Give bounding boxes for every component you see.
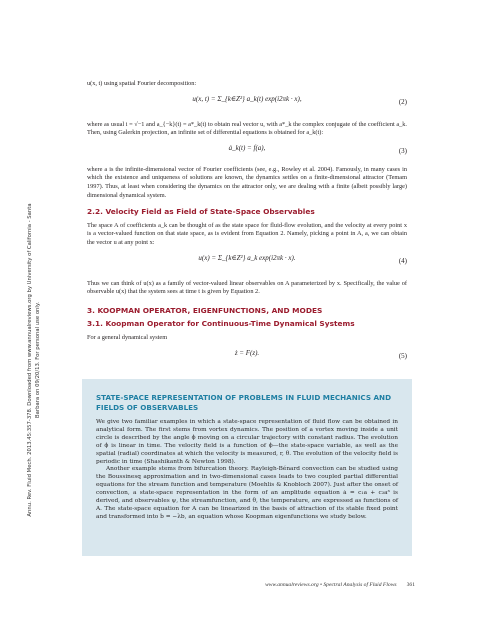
equation-5-number: (5) [398,351,407,360]
sidebar-box [82,379,412,556]
equation-2-formula: u(x, t) = Σ_{k∈Z²} a_k(t) exp(i2πk · x), [192,94,302,103]
equation-3 [87,144,407,160]
paragraph-after-eq2: where as usual i = √−1 and a_{−k}(t) = a*_k(t) to obtain real vector u, with a*_k the complex conjugate of the coefficient a_k. Then, using Galerkin projection, an infinite set of differential equations is obtained for a_k(t): [87,120,407,137]
equation-3-number: (3) [398,146,407,155]
equation-2-number: (2) [398,97,407,106]
section-3-1-paragraph: For a general dynamical system [87,333,168,341]
equation-5 [87,349,407,365]
equation-4-number: (4) [398,256,407,265]
page-footer [220,582,415,588]
sidebar-title: STATE-SPACE REPRESENTATION OF PROBLEMS IN FLUID MECHANICS AND FIELDS OF OBSERVABLES [96,393,392,412]
download-notice [22,200,52,520]
sidebar-paragraph-1: We give two familiar examples in which a state-space representation of fluid flow can be obtained in analytical form. The first stems from vortex dynamics. The position of a vortex moving inside a unit circle is described by the angle ϕ moving on a circular trajectory with constant radius. The evolution of ϕ is linear in time. The velocity field is a function of ϕ—the state-space variable, as well as the spatial (radial) coordinates at which the velocity is measured, r, θ. The evolution of the velocity field is periodic in time (Shashikanth & Newton 1998). [96,419,398,465]
footer-journal: www.annualreviews.org • Spectral Analysis of Fluid Flows [265,582,397,588]
equation-2 [87,95,407,115]
page-number: 361 [406,582,415,588]
download-notice-text: Annu. Rev. Fluid Mech. 2013.45:357-378. Downloaded from www.annualreviews.org by University of California - Santa Barbara on 09/20/13. For personal use only. [27,203,41,517]
paragraph-after-eq3: where a is the infinite-dimensional vector of Fourier coefficients (see, e.g., Rowley et al. 2004). Famously, in many cases in which the existence and uniqueness of solutions are known, the dynamics settles on a finite-dimensional attractor (Temam 1997). Thus, at least when considering the dynamics on the attractor only, we are dealing with a finite (albeit possibly large) dimensional dynamical system. [87,165,407,199]
sidebar-paragraph-2: Another example stems from bifurcation theory. Rayleigh-Bénard convection can be studied using the Boussinesq approximation and in two-dimensional cases leads to two coupled partial differential equations for the stream function and temperature (Moehlis & Knobloch 2007). Just after the onset of convection, a state-space representation in the form of an amplitude equation ȧ = c₁a + c₃a³ is derived, and observables ψ, the streamfunction, and θ, the temperature, are expressed as functions of A. The state-space equation for A can be linearized in the basis of attraction of its stable fixed point and transformed into ḃ = −λb, an equation whose Koopman eigenfunctions we study below. [96,466,398,520]
section-2-2-paragraph: The space A of coefficients a_k can be thought of as the state space for fluid-flow evolution, and the velocity at every point x is a vector-valued function on that state space, as is evident from Equation 2. Namely, picking a point in A, a, we can obtain the vector u at any point x: [87,221,407,246]
paragraph-after-eq4: Thus we can think of u(x) as a family of vector-valued linear observables on A parameterized by x. Specifically, the value of observable u(x) that the system sees at time t is given by Equation 2. [87,279,407,296]
equation-4-formula: u(x) = Σ_{k∈Z²} a_k exp(i2πk · x). [198,253,296,262]
equation-3-formula: ȧ_k(t) = f(a), [228,143,266,152]
body-column [87,80,407,371]
equation-4 [87,254,407,274]
section-2-2-heading: 2.2. Velocity Field as Field of State-Space Observables [87,207,315,217]
equation-5-formula: ż = F(z). [234,348,260,357]
section-3-1-heading: 3.1. Koopman Operator for Continuous-Time Dynamical Systems [87,319,355,329]
intro-text: u(x, t) using spatial Fourier decomposition: [87,80,197,87]
section-3-heading: 3. KOOPMAN OPERATOR, EIGENFUNCTIONS, AND MODES [87,305,323,315]
